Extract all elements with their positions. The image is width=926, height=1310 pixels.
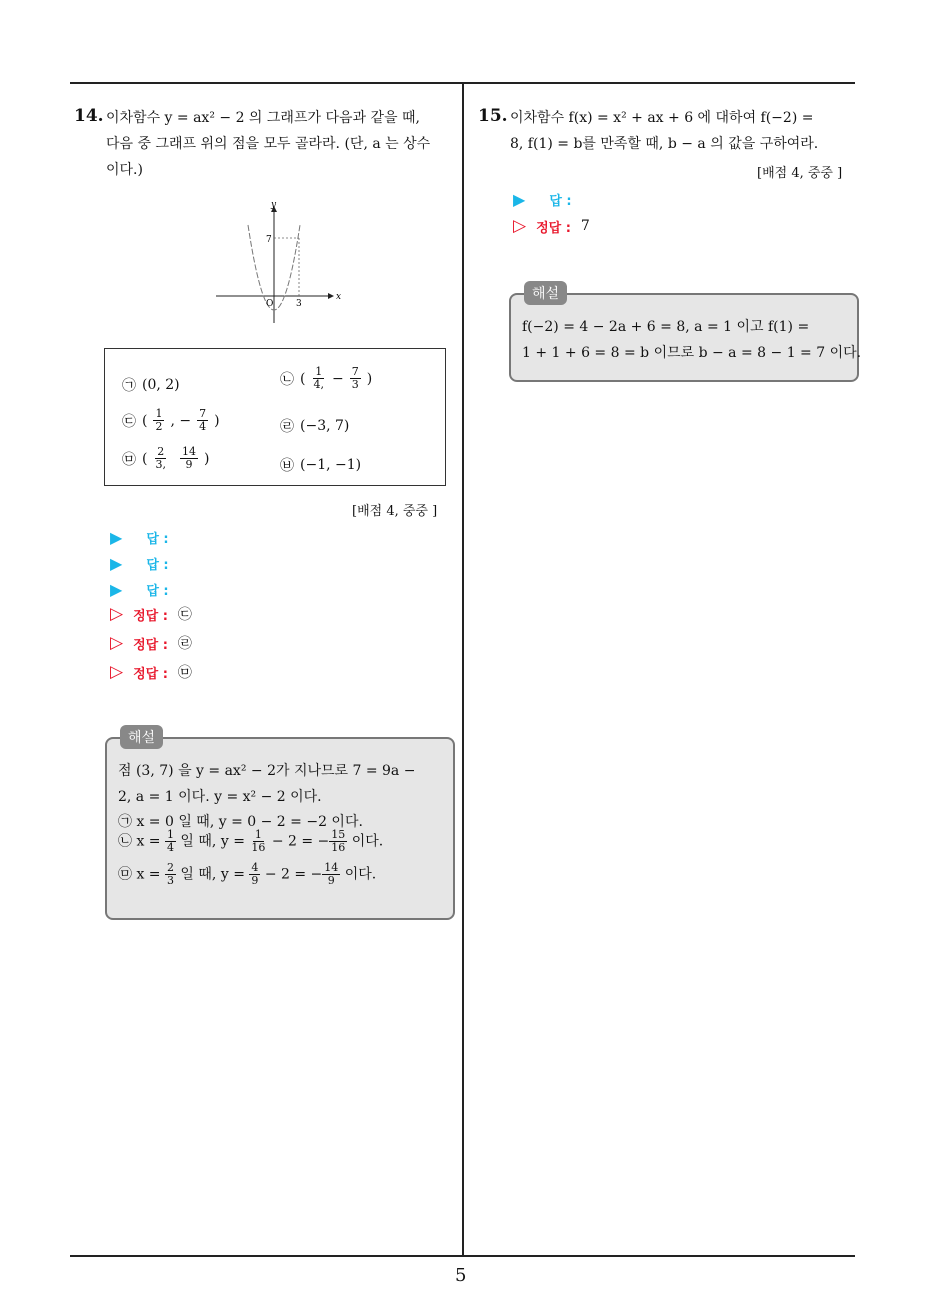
choice-e-frac1: $\frac{2}{3,}$ xyxy=(155,445,166,471)
q14-number: 14. xyxy=(74,106,104,126)
q14-correct-row-1 xyxy=(110,604,192,624)
q15-solution-box xyxy=(509,293,862,382)
choice-e-mark: ㉤ xyxy=(122,451,136,468)
triangle-outline-icon: ▷ xyxy=(110,662,124,682)
q15-sol-line1: f(−2) = 4 − 2a + 6 = 8, a = 1 이고 f(1) = xyxy=(522,319,810,335)
page-number: 5 xyxy=(455,1265,467,1286)
column-divider xyxy=(462,83,464,1255)
correct-answer: 7 xyxy=(580,218,590,234)
choice-f-mark: ㉥ xyxy=(280,458,294,474)
triangle-outline-icon: ▷ xyxy=(110,633,124,653)
q14-answer-row-1 xyxy=(110,528,169,547)
x-axis-label: x xyxy=(336,292,342,302)
q15-line2: 8, f(1) = b를 만족할 때, b − a 의 값을 구하여라. xyxy=(510,136,819,152)
q15-solution-tag: 해설 xyxy=(524,281,567,305)
correct-label: 정답 : xyxy=(133,608,168,624)
choice-d xyxy=(280,416,349,436)
choice-a-value: (0, 2) xyxy=(142,377,180,393)
q14-line3: 이다.) xyxy=(106,162,143,178)
q14-score: [배점 4, 중중 ] xyxy=(352,504,438,519)
correct-label: 정답 : xyxy=(133,637,168,653)
y-tick-label: 7 xyxy=(266,235,272,245)
choice-b-frac1: $\frac{1}{4,}$ xyxy=(313,365,324,391)
q14-correct-row-2 xyxy=(110,633,192,653)
choice-b: ㉡ ( $\frac{1}{4,}$ − $\frac{7}{3}$ ) xyxy=(280,365,373,391)
choice-c-frac2: $\frac{7}{4}$ xyxy=(199,407,207,433)
triangle-outline-icon: ▷ xyxy=(513,216,527,236)
q14-sol-line2: 2, a = 1 이다. y = x² − 2 이다. xyxy=(118,789,322,805)
play-icon: ▶ xyxy=(110,554,123,573)
q14-line2: 다음 중 그래프 위의 점을 모두 골라라. (단, a 는 상수 xyxy=(106,136,431,152)
choice-b-frac2: $\frac{7}{3}$ xyxy=(351,365,359,391)
q15-number: 15. xyxy=(478,106,508,126)
q15-sol-line2: 1 + 1 + 6 = 8 = b 이므로 b − a = 8 − 1 = 7 이다. xyxy=(522,345,862,361)
choice-d-value: (−3, 7) xyxy=(300,418,350,434)
y-axis-label: y xyxy=(271,200,277,210)
answer-label: 답 : xyxy=(146,532,169,547)
correct-label: 정답 : xyxy=(536,220,571,236)
parabola-graph xyxy=(210,195,350,330)
triangle-outline-icon: ▷ xyxy=(110,604,124,624)
x-tick-label: 3 xyxy=(296,299,302,309)
q14-answer-row-2 xyxy=(110,554,169,573)
answer-label: 답 : xyxy=(146,584,169,599)
q15-answer-row xyxy=(513,190,572,209)
choice-a-mark: ㉠ xyxy=(122,378,136,394)
choice-a xyxy=(122,375,180,395)
correct-answer: ㉢ xyxy=(177,607,192,623)
q14-line1: 이차함수 y = ax² − 2 의 그래프가 다음과 같을 때, xyxy=(106,110,420,126)
q14-sol-line4: ㉡ x = $\frac{1}{4}$ 일 때, y = $\frac{1}{16}$ − 2 = − $\frac{15}{16}$ 이다. xyxy=(118,828,384,854)
answer-label: 답 : xyxy=(549,194,572,209)
q14-sol-line1: 점 (3, 7) 을 y = ax² − 2가 지나므로 7 = 9a − xyxy=(118,763,416,779)
q15-line1: 이차함수 f(x) = x² + ax + 6 에 대하여 f(−2) = xyxy=(510,110,814,126)
choice-e-frac2: $\frac{14}{9}$ xyxy=(181,445,196,471)
q15-score: [배점 4, 중중 ] xyxy=(757,166,843,181)
q14-sol-line5: ㉤ x = $\frac{2}{3}$ 일 때, y = $\frac{4}{9}$ − 2 = − $\frac{14}{9}$ 이다. xyxy=(118,861,377,887)
q14-answer-row-3 xyxy=(110,580,169,599)
choice-f xyxy=(280,455,361,475)
correct-answer: ㉤ xyxy=(177,665,192,681)
play-icon: ▶ xyxy=(513,190,526,209)
correct-answer: ㉣ xyxy=(177,636,192,652)
choice-f-value: (−1, −1) xyxy=(300,457,362,473)
bottom-rule xyxy=(70,1255,855,1257)
choice-e: ㉤ ( $\frac{2}{3,}$ $\frac{14}{9}$ ) xyxy=(122,445,210,471)
play-icon: ▶ xyxy=(110,528,123,547)
correct-label: 정답 : xyxy=(133,666,168,682)
choice-b-mark: ㉡ xyxy=(280,371,294,388)
q14-solution-tag: 해설 xyxy=(120,725,163,749)
q14-sol-line3: ㉠ x = 0 일 때, y = 0 − 2 = −2 이다. xyxy=(118,814,363,830)
choice-c-frac1: $\frac{1}{2}$ xyxy=(155,407,163,433)
answer-label: 답 : xyxy=(146,558,169,573)
choice-c: ㉢ ( $\frac{1}{2}$ , − $\frac{7}{4}$ ) xyxy=(122,407,220,433)
origin-label: O xyxy=(266,299,274,309)
choice-c-mark: ㉢ xyxy=(122,413,136,430)
q15-correct-row xyxy=(513,216,590,236)
choice-d-mark: ㉣ xyxy=(280,419,294,435)
play-icon: ▶ xyxy=(110,580,123,599)
q14-correct-row-3 xyxy=(110,662,192,682)
